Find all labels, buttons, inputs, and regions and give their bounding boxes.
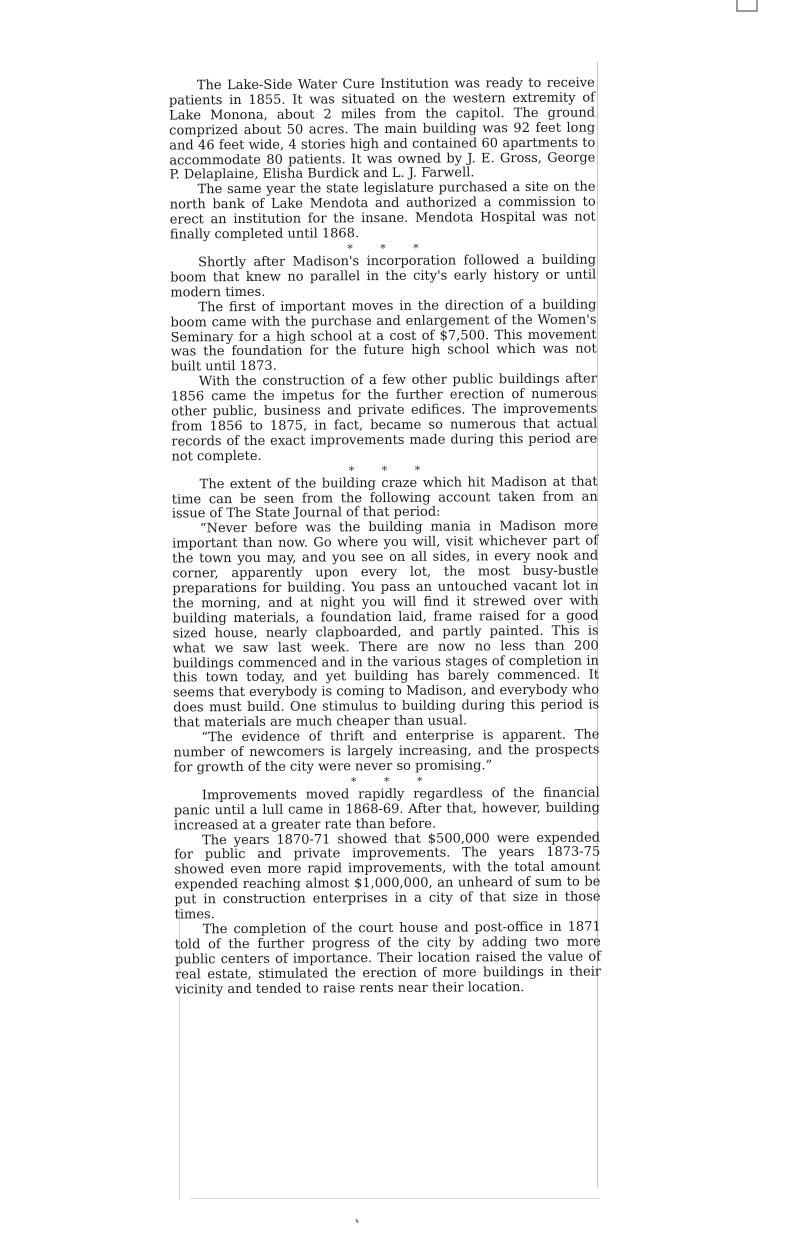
paragraph-journal-quote: “Never before was the building mania in Madison more important than now. Go where you will, visit whichever part of the town you may, and you see on all sides, in every nook and corner, apparently upon every lot, the most busy-bustle preparations for building. You pass an untouched vacant lot in the morning, and at night you will find it strewed over with building materials, a foundation laid, frame raised for a good sized house, nearly clapboarded, and partly painted. This is what we saw last week. There are now no less than 200 buildings commenced and in the various stages of completion in this town today, and yet building has barely commenced. It seems that everybody is coming to Madison, and everybody who does must build. One stimulus to building during this period is that materials are much cheaper than usual. bbox=[171, 518, 600, 731]
paragraph-journal-quote-end: “The evidence of thrift and enterprise is apparent. The number of newcomers is largely increasing, and the prospects for growth of the city were never so promising.” bbox=[173, 727, 600, 776]
scan-speck bbox=[355, 1219, 359, 1223]
newspaper-article bbox=[169, 77, 601, 998]
section-separator: * * * bbox=[347, 241, 431, 256]
paragraph-building-boom: Shortly after Madison's incorporation followed a building boom that knew no parallel in the city's early history or until modern times. bbox=[170, 252, 597, 301]
paragraph-public-buildings: With the construction of a few other public buildings after 1856 came the impetus for the further erection of numerous other public, business and private edifices. The improvements from 1856 to 1875, in fact, became so numerous that actual records of the exact improvements made during this period are not complete. bbox=[170, 371, 598, 465]
paragraph-court-house: The completion of the court house and post-office in 1871 told of the further progress of the city by adding two more public centers of importance. Their location raised the value of real estate, stimulated the erection of more buildings in their vicinity and tended to raise rents near their location. bbox=[174, 919, 602, 998]
paragraph-mendota-hospital: The same year the state legislature purchased a site on the north bank of Lake Mendota and authorized a commission to erect an institution for the insane. Mendota Hospital was not finally completed until 1868. bbox=[169, 179, 596, 243]
paragraph-expenditures: The years 1870-71 showed that $500,000 were expended for public and private improvements. The years 1873-75 showed even more rapid improvements, with the total amount expended reaching almost $1,000,000, an unheard of sum to be put in construction enterprises in a city of that size in those times. bbox=[174, 830, 601, 923]
top-edge-mark bbox=[736, 0, 758, 12]
clipping-bottom-edge bbox=[190, 1198, 600, 1199]
paragraph-womens-seminary: The first of important moves in the direction of a building boom came with the purchase and enlargement of the Women's Seminary for a high school at a cost of $7,500. This movement was the foundation for the future high school which was not built until 1873. bbox=[170, 297, 597, 375]
paragraph-building-craze: The extent of the building craze which hit Madison at that time can be seen from the following account taken from an issue of The State Journal of that period: bbox=[171, 474, 598, 522]
section-separator: * * * bbox=[348, 463, 433, 477]
paragraph-financial-panic: Improvements moved rapidly regardless of the financial panic until a lull came in 1868-69. After that, however, building increased at a greater rate than before. bbox=[173, 785, 600, 834]
paragraph-water-cure: The Lake-Side Water Cure Institution was ready to receive patients in 1855. It was situated on the western extremity of Lake Monona, about 2 miles from the capitol. The ground comprized about 50 acres. The main building was 92 feet long and 46 feet wide, 4 stories high and contained 60 apartments to accommodate 80 patients. It was owned by J. E. Gross, George P. Delaplaine, Elisha Burdick and L. J. Farwell. bbox=[168, 75, 596, 183]
section-separator: * * * bbox=[350, 774, 435, 789]
